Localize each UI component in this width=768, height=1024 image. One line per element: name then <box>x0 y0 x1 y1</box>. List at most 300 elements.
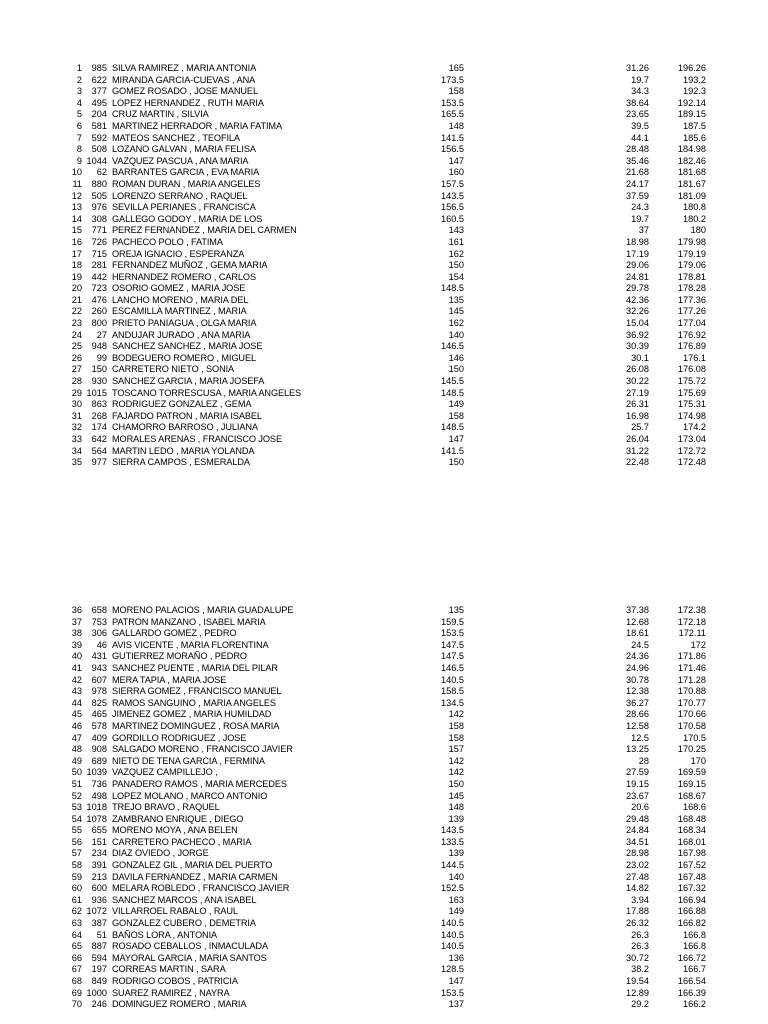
total-cell: 179.98 <box>677 236 706 247</box>
score-a-cell: 145 <box>448 790 464 801</box>
score-b-cell: 34.3 <box>631 86 649 97</box>
name-cell: CARRETERO PACHECO , MARIA <box>112 836 252 847</box>
score-a-cell: 146 <box>448 352 464 363</box>
rank-cell: 26 <box>71 352 82 363</box>
score-b-cell: 39.5 <box>631 120 649 131</box>
score-b-cell: 30.1 <box>631 352 649 363</box>
name-cell: RODRIGUEZ GONZALEZ , GEMA <box>112 399 252 410</box>
id-cell: 723 <box>91 283 107 294</box>
id-cell: 977 <box>91 457 107 468</box>
id-cell: 581 <box>91 120 107 131</box>
score-b-cell: 26.04 <box>626 434 649 444</box>
name-cell: PANADERO RAMOS , MARIA MERCEDES <box>112 778 287 789</box>
score-b-cell: 18.98 <box>626 236 649 247</box>
name-cell: RAMOS SANGUINO , MARIA ANGELES <box>112 697 276 708</box>
score-b-cell: 26.08 <box>626 364 649 375</box>
table-row <box>0 814 768 826</box>
score-a-cell: 165 <box>448 63 464 73</box>
table-row <box>0 628 768 640</box>
score-a-cell: 140.5 <box>441 918 464 929</box>
score-a-cell: 150 <box>448 457 464 468</box>
score-a-cell: 163 <box>448 894 464 905</box>
score-b-cell: 28 <box>638 755 649 766</box>
total-cell: 172.18 <box>677 616 706 627</box>
name-cell: BARRANTES GARCIA , EVA MARIA <box>112 167 260 178</box>
total-cell: 167.98 <box>677 848 706 859</box>
rank-cell: 12 <box>71 190 82 201</box>
score-b-cell: 12.58 <box>626 720 649 731</box>
rank-cell: 13 <box>71 202 82 213</box>
total-cell: 166.94 <box>677 894 706 905</box>
table-row <box>0 791 768 803</box>
rank-cell: 11 <box>72 178 82 189</box>
name-cell: OREJA IGNACIO , ESPERANZA <box>112 248 245 259</box>
rank-cell: 44 <box>71 697 82 708</box>
total-cell: 179.19 <box>677 248 706 259</box>
score-a-cell: 160 <box>448 167 464 178</box>
score-b-cell: 24.84 <box>626 825 649 836</box>
score-b-cell: 29.78 <box>626 283 649 294</box>
total-cell: 167.48 <box>677 871 706 882</box>
name-cell: VILLARROEL RABALO , RAUL <box>112 906 238 917</box>
rank-cell: 28 <box>71 376 82 387</box>
name-cell: CHAMORRO BARROSO , JULIANA <box>112 422 258 433</box>
rank-cell: 41 <box>71 662 82 673</box>
table-row <box>0 756 768 768</box>
table-row <box>0 953 768 965</box>
score-b-cell: 34.51 <box>626 836 649 847</box>
total-cell: 170.66 <box>677 709 706 720</box>
name-cell: MAYORAL GARCIA , MARIA SANTOS <box>112 952 267 963</box>
score-b-cell: 37 <box>638 225 649 236</box>
score-b-cell: 23.02 <box>626 860 649 871</box>
table-row <box>0 156 768 168</box>
total-cell: 171.46 <box>677 662 706 673</box>
name-cell: LORENZO SERRANO , RAQUEL <box>112 190 248 201</box>
total-cell: 189.15 <box>677 109 706 120</box>
table-row <box>0 202 768 214</box>
total-cell: 171.28 <box>677 674 706 685</box>
name-cell: GONZALEZ GIL , MARIA DEL PUERTO <box>112 860 273 871</box>
table-row <box>0 976 768 988</box>
total-cell: 175.31 <box>677 399 706 410</box>
name-cell: CORREAS MARTIN , SARA <box>112 964 226 975</box>
name-cell: PEREZ FERNANDEZ , MARIA DEL CARMEN <box>112 225 297 236</box>
name-cell: SANCHEZ GARCIA , MARIA JOSEFA <box>112 376 265 387</box>
score-a-cell: 162 <box>448 248 464 259</box>
id-cell: 689 <box>91 755 107 766</box>
id-cell: 592 <box>91 132 107 143</box>
id-cell: 849 <box>91 976 107 986</box>
id-cell: 771 <box>91 225 107 236</box>
score-a-cell: 150 <box>448 364 464 375</box>
table-row <box>0 767 768 779</box>
total-cell: 172.11 <box>678 628 706 639</box>
score-b-cell: 44.1 <box>631 132 649 143</box>
score-b-cell: 24.17 <box>626 178 649 189</box>
total-cell: 196.26 <box>677 63 706 73</box>
rank-cell: 33 <box>71 434 82 444</box>
rank-cell: 67 <box>71 964 82 975</box>
id-cell: 655 <box>91 825 107 836</box>
table-row <box>0 225 768 237</box>
total-cell: 166.82 <box>677 918 706 929</box>
rank-cell: 43 <box>71 686 82 697</box>
table-row <box>0 883 768 895</box>
rank-cell: 62 <box>71 906 82 917</box>
table-row <box>0 651 768 663</box>
table-row <box>0 330 768 342</box>
name-cell: MARTINEZ HERRADOR , MARIA FATIMA <box>112 120 283 131</box>
total-cell: 172.38 <box>677 605 706 615</box>
id-cell: 495 <box>91 97 107 108</box>
total-cell: 166.88 <box>677 906 706 917</box>
score-a-cell: 143.5 <box>441 825 464 836</box>
id-cell: 978 <box>91 686 107 697</box>
name-cell: GALLARDO GOMEZ , PEDRO <box>112 628 237 639</box>
rank-cell: 38 <box>71 628 82 639</box>
score-a-cell: 140.5 <box>441 674 464 685</box>
rank-cell: 4 <box>76 97 82 108</box>
id-cell: 976 <box>91 202 107 213</box>
name-cell: SANCHEZ SANCHEZ , MARIA JOSE <box>112 341 263 352</box>
score-a-cell: 140.5 <box>441 941 464 952</box>
table-row <box>0 341 768 353</box>
id-cell: 1044 <box>86 155 107 166</box>
total-cell: 172.72 <box>677 445 706 456</box>
id-cell: 268 <box>91 410 107 421</box>
id-cell: 887 <box>91 941 107 952</box>
rank-cell: 10 <box>71 167 82 178</box>
score-b-cell: 23.67 <box>626 790 649 801</box>
score-b-cell: 12.5 <box>631 732 649 743</box>
total-cell: 173.04 <box>677 434 706 444</box>
total-cell: 180.8 <box>683 202 706 213</box>
id-cell: 377 <box>91 86 107 97</box>
total-cell: 170.5 <box>683 732 706 743</box>
name-cell: HERNANDEZ ROMERO , CARLOS <box>112 271 257 282</box>
total-cell: 179.06 <box>677 260 706 271</box>
rank-cell: 46 <box>71 720 82 731</box>
rank-cell: 17 <box>71 248 82 259</box>
score-a-cell: 157.5 <box>441 178 464 189</box>
score-a-cell: 142 <box>448 755 464 766</box>
score-b-cell: 3.94 <box>631 894 649 905</box>
id-cell: 150 <box>91 364 107 375</box>
table-row <box>0 709 768 721</box>
total-cell: 175.72 <box>677 376 706 387</box>
rank-cell: 66 <box>71 952 82 963</box>
score-b-cell: 27.19 <box>626 387 649 398</box>
id-cell: 431 <box>91 651 107 662</box>
score-a-cell: 173.5 <box>441 74 464 85</box>
score-a-cell: 144.5 <box>441 860 464 871</box>
score-b-cell: 27.48 <box>626 871 649 882</box>
rank-cell: 19 <box>71 271 82 282</box>
total-cell: 174.2 <box>683 422 706 433</box>
id-cell: 204 <box>91 109 107 120</box>
rank-cell: 70 <box>71 999 82 1010</box>
table-row <box>0 144 768 156</box>
table-row <box>0 411 768 423</box>
score-a-cell: 135 <box>448 294 464 305</box>
score-b-cell: 24.96 <box>626 662 649 673</box>
total-cell: 170.25 <box>677 744 706 755</box>
rank-cell: 2 <box>76 74 82 85</box>
total-cell: 171.86 <box>677 651 706 662</box>
total-cell: 170.58 <box>677 720 706 731</box>
name-cell: CARRETERO NIETO , SONIA <box>112 364 235 375</box>
table-row <box>0 133 768 145</box>
score-b-cell: 22.48 <box>626 457 649 468</box>
total-cell: 168.6 <box>683 802 706 813</box>
id-cell: 174 <box>91 422 107 433</box>
total-cell: 177.04 <box>677 318 706 329</box>
table-row <box>0 457 768 469</box>
total-cell: 180.2 <box>683 213 706 224</box>
score-b-cell: 28.66 <box>626 709 649 720</box>
score-a-cell: 148.5 <box>441 387 464 398</box>
score-b-cell: 24.81 <box>626 271 649 282</box>
score-a-cell: 147 <box>448 155 464 166</box>
rank-cell: 68 <box>71 976 82 986</box>
name-cell: ANDUJAR JURADO , ANA MARIA <box>112 329 251 340</box>
rank-cell: 35 <box>71 457 82 468</box>
name-cell: CRUZ MARTIN , SILVIA <box>112 109 209 120</box>
id-cell: 726 <box>91 236 107 247</box>
rank-cell: 42 <box>71 674 82 685</box>
table-row <box>0 605 768 617</box>
score-a-cell: 139 <box>448 813 464 824</box>
name-cell: PATRON MANZANO , ISABEL MARIA <box>112 616 266 627</box>
name-cell: JIMENEZ GOMEZ , MARIA HUMILDAD <box>112 709 272 720</box>
table-row <box>0 86 768 98</box>
rank-cell: 34 <box>71 445 82 456</box>
name-cell: MELARA ROBLEDO , FRANCISCO JAVIER <box>112 883 290 894</box>
id-cell: 234 <box>91 848 107 859</box>
table-row <box>0 75 768 87</box>
score-b-cell: 28.48 <box>626 144 649 155</box>
score-a-cell: 158 <box>448 720 464 731</box>
score-a-cell: 162 <box>448 318 464 329</box>
rank-cell: 54 <box>71 813 82 824</box>
rank-cell: 23 <box>71 318 82 329</box>
total-cell: 166.39 <box>677 987 706 998</box>
score-a-cell: 149 <box>448 906 464 917</box>
score-b-cell: 30.78 <box>626 674 649 685</box>
table-row <box>0 446 768 458</box>
score-a-cell: 141.5 <box>441 445 464 456</box>
table-row <box>0 988 768 1000</box>
score-a-cell: 152.5 <box>441 883 464 894</box>
id-cell: 936 <box>91 894 107 905</box>
id-cell: 658 <box>91 605 107 615</box>
rank-cell: 49 <box>71 755 82 766</box>
results-block-1 <box>0 63 768 469</box>
name-cell: SUAREZ RAMIREZ , NAYRA <box>112 987 230 998</box>
rank-cell: 22 <box>71 306 82 317</box>
score-b-cell: 13.25 <box>626 744 649 755</box>
total-cell: 181.09 <box>677 190 706 201</box>
rank-cell: 20 <box>71 283 82 294</box>
id-cell: 306 <box>91 628 107 639</box>
score-a-cell: 165.5 <box>441 109 464 120</box>
table-row <box>0 733 768 745</box>
total-cell: 174.98 <box>677 410 706 421</box>
name-cell: SEVILLA PERIANES , FRANCISCA <box>112 202 256 213</box>
id-cell: 442 <box>91 271 107 282</box>
name-cell: SILVA RAMIREZ , MARIA ANTONIA <box>112 63 257 73</box>
score-b-cell: 23.65 <box>626 109 649 120</box>
name-cell: ROSADO CEBALLOS , INMACULADA <box>112 941 268 952</box>
rank-cell: 27 <box>71 364 82 375</box>
score-b-cell: 29.48 <box>626 813 649 824</box>
table-row <box>0 825 768 837</box>
total-cell: 170 <box>690 755 706 766</box>
name-cell: MIRANDA GARCIA-CUEVAS , ANA <box>112 74 256 85</box>
name-cell: ZAMBRANO ENRIQUE , DIEGO <box>112 813 244 824</box>
score-a-cell: 148.5 <box>441 422 464 433</box>
total-cell: 176.92 <box>677 329 706 340</box>
id-cell: 27 <box>96 329 107 340</box>
id-cell: 600 <box>91 883 107 894</box>
table-row <box>0 906 768 918</box>
total-cell: 177.26 <box>677 306 706 317</box>
score-a-cell: 141.5 <box>441 132 464 143</box>
rank-cell: 3 <box>76 86 82 97</box>
table-row <box>0 306 768 318</box>
id-cell: 476 <box>91 294 107 305</box>
score-b-cell: 29.06 <box>626 260 649 271</box>
rank-cell: 63 <box>71 918 82 929</box>
table-row <box>0 698 768 710</box>
rank-cell: 5 <box>76 109 82 120</box>
id-cell: 51 <box>96 929 107 940</box>
score-a-cell: 148 <box>448 802 464 813</box>
score-a-cell: 145 <box>448 306 464 317</box>
total-cell: 166.2 <box>683 999 706 1010</box>
id-cell: 1072 <box>86 906 107 917</box>
id-cell: 281 <box>91 260 107 271</box>
table-row <box>0 283 768 295</box>
rank-cell: 60 <box>71 883 82 894</box>
total-cell: 187.5 <box>683 120 706 131</box>
id-cell: 46 <box>96 639 107 650</box>
score-a-cell: 142 <box>448 709 464 720</box>
total-cell: 176.1 <box>683 352 706 363</box>
id-cell: 948 <box>91 341 107 352</box>
total-cell: 169.59 <box>677 767 706 778</box>
id-cell: 622 <box>91 74 107 85</box>
table-row <box>0 999 768 1011</box>
table-row <box>0 63 768 75</box>
score-b-cell: 26.3 <box>631 941 649 952</box>
total-cell: 180 <box>690 225 706 236</box>
score-b-cell: 31.22 <box>626 445 649 456</box>
total-cell: 176.89 <box>677 341 706 352</box>
id-cell: 505 <box>91 190 107 201</box>
results-block-2 <box>0 605 768 1011</box>
score-a-cell: 128.5 <box>441 964 464 975</box>
name-cell: TREJO BRAVO , RAQUEL <box>112 802 220 813</box>
id-cell: 800 <box>91 318 107 329</box>
score-a-cell: 139 <box>448 848 464 859</box>
table-row <box>0 686 768 698</box>
name-cell: VAZQUEZ CAMPILLEJO , <box>112 767 218 778</box>
id-cell: 1039 <box>86 767 107 778</box>
table-row <box>0 802 768 814</box>
score-b-cell: 15.04 <box>626 318 649 329</box>
name-cell: BODEGUERO ROMERO , MIGUEL <box>112 352 257 363</box>
score-a-cell: 156.5 <box>441 202 464 213</box>
name-cell: MARTINEZ DOMINGUEZ , ROSA MARIA <box>112 720 280 731</box>
id-cell: 508 <box>91 144 107 155</box>
id-cell: 308 <box>91 213 107 224</box>
score-a-cell: 147.5 <box>441 651 464 662</box>
name-cell: FAJARDO PATRON , MARIA ISABEL <box>112 410 262 421</box>
table-row <box>0 388 768 400</box>
score-a-cell: 143.5 <box>441 190 464 201</box>
rank-cell: 58 <box>71 860 82 871</box>
score-b-cell: 19.7 <box>631 74 649 85</box>
rank-cell: 51 <box>71 778 82 789</box>
id-cell: 607 <box>91 674 107 685</box>
name-cell: SANCHEZ MARCOS , ANA ISABEL <box>112 894 257 905</box>
score-a-cell: 157 <box>448 744 464 755</box>
score-a-cell: 145.5 <box>441 376 464 387</box>
rank-cell: 45 <box>71 709 82 720</box>
table-row <box>0 860 768 872</box>
table-row <box>0 295 768 307</box>
rank-cell: 56 <box>71 836 82 847</box>
table-row <box>0 779 768 791</box>
table-row <box>0 675 768 687</box>
score-b-cell: 30.72 <box>626 952 649 963</box>
name-cell: GOMEZ ROSADO , JOSE MANUEL <box>112 86 258 97</box>
score-a-cell: 147 <box>448 434 464 444</box>
name-cell: DOMINGUEZ ROMERO , MARIA <box>112 999 247 1010</box>
score-b-cell: 17.88 <box>626 906 649 917</box>
rank-cell: 48 <box>71 744 82 755</box>
score-a-cell: 135 <box>448 605 464 615</box>
score-b-cell: 35.46 <box>626 155 649 166</box>
rank-cell: 64 <box>71 929 82 940</box>
table-row <box>0 721 768 733</box>
score-a-cell: 153.5 <box>441 97 464 108</box>
total-cell: 168.34 <box>677 825 706 836</box>
name-cell: PACHECO POLO , FATIMA <box>112 236 223 247</box>
score-a-cell: 137 <box>448 999 464 1010</box>
total-cell: 181.68 <box>677 167 706 178</box>
score-b-cell: 26.3 <box>631 929 649 940</box>
score-b-cell: 27.59 <box>626 767 649 778</box>
rank-cell: 52 <box>71 790 82 801</box>
id-cell: 863 <box>91 399 107 410</box>
table-row <box>0 422 768 434</box>
table-row <box>0 964 768 976</box>
score-b-cell: 19.15 <box>626 778 649 789</box>
rank-cell: 30 <box>71 399 82 410</box>
score-a-cell: 148 <box>448 120 464 131</box>
rank-cell: 69 <box>71 987 82 998</box>
table-row <box>0 918 768 930</box>
total-cell: 166.54 <box>677 976 706 986</box>
total-cell: 176.08 <box>677 364 706 375</box>
id-cell: 825 <box>91 697 107 708</box>
rank-cell: 59 <box>71 871 82 882</box>
table-row <box>0 191 768 203</box>
score-a-cell: 148.5 <box>441 283 464 294</box>
